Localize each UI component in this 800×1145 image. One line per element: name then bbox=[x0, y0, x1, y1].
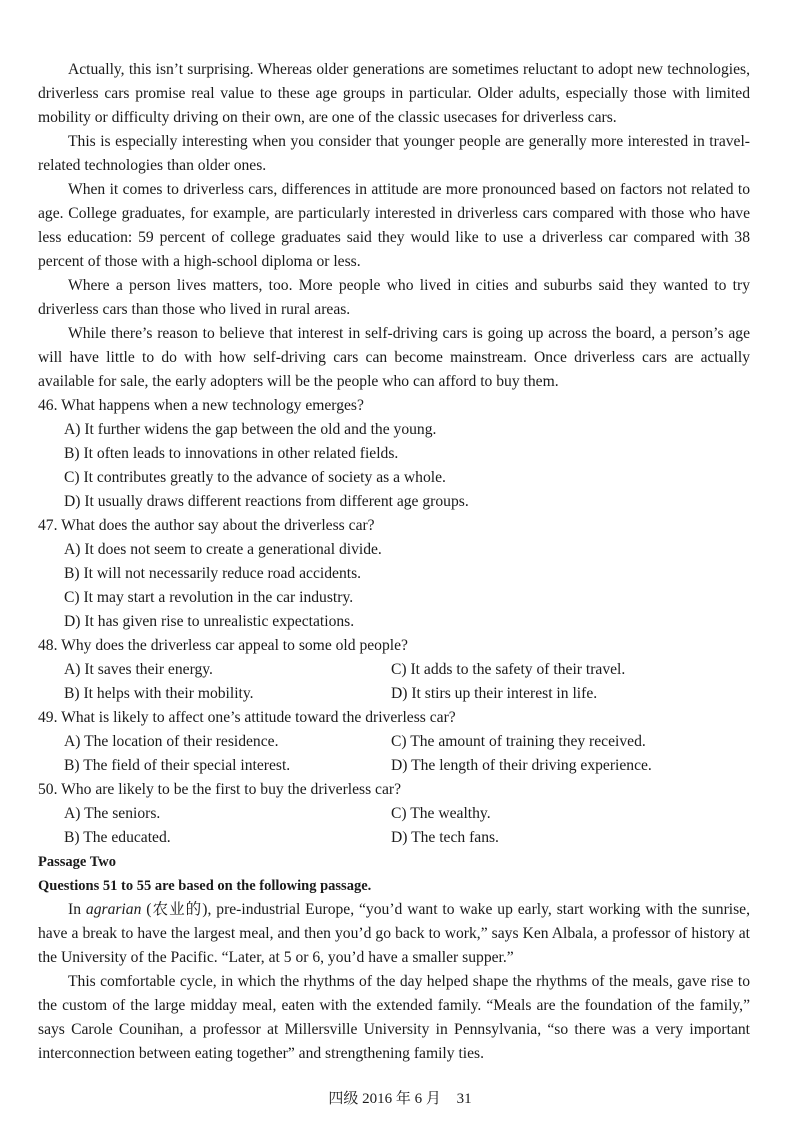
question-47-option-c[interactable]: C) It may start a revolution in the car industry. bbox=[64, 589, 354, 606]
question-46-option-c[interactable]: C) It contributes greatly to the advance of society as a whole. bbox=[64, 469, 446, 486]
question-46-option-b[interactable]: B) It often leads to innovations in other related fields. bbox=[64, 445, 399, 462]
agrarian-term: agrarian bbox=[85, 901, 142, 918]
question-48-row-2 bbox=[38, 682, 750, 706]
question-50-option-c[interactable]: C) The wealthy. bbox=[391, 805, 491, 822]
page-footer bbox=[0, 1087, 800, 1108]
question-50-option-a[interactable]: A) The seniors. bbox=[64, 805, 161, 822]
question-49-option-d[interactable]: D) The length of their driving experience. bbox=[391, 757, 652, 774]
question-48 bbox=[38, 634, 750, 706]
question-48-option-d[interactable]: D) It stirs up their interest in life. bbox=[391, 685, 598, 702]
question-50-option-b[interactable]: B) The educated. bbox=[64, 829, 171, 846]
passage-two-instruction: Questions 51 to 55 are based on the following passage. bbox=[38, 878, 372, 894]
paragraph-older-generations: Actually, this isn’t surprising. Whereas older generations are sometimes reluctant to adopt new technologies, driverless cars promise real value to these age groups in particular. Older adults, especially those with limited mobility or difficulty driving on their own, are one of the classic usecases for driverless cars. bbox=[38, 61, 750, 126]
question-49-option-c[interactable]: C) The amount of training they received. bbox=[391, 733, 646, 750]
question-46-option-a[interactable]: A) It further widens the gap between the old and the young. bbox=[64, 421, 437, 438]
question-48-option-a[interactable]: A) It saves their energy. bbox=[64, 661, 213, 678]
paragraph-comfortable-cycle: This comfortable cycle, in which the rhythms of the day helped shape the rhythms of the meals, gave rise to the custom of the large midday meal, eaten with the extended family. “Meals are the foundation of the family,” says Carole Counihan, a professor at Millersville University in Pennsylvania, “so there was a very important interconnection between eating together” and strengthening family ties. bbox=[38, 973, 750, 1062]
paragraph-location-factor: Where a person lives matters, too. More people who lived in cities and suburbs said they wanted to try driverless cars than those who lived in rural areas. bbox=[38, 277, 750, 318]
question-50-stem: 50. Who are likely to be the first to buy the driverless car? bbox=[38, 781, 402, 798]
question-48-stem: 48. Why does the driverless car appeal to some old people? bbox=[38, 637, 408, 654]
agrarian-prefix: In bbox=[68, 901, 86, 918]
question-47-option-a[interactable]: A) It does not seem to create a generational divide. bbox=[64, 541, 382, 558]
question-49-option-a[interactable]: A) The location of their residence. bbox=[64, 733, 279, 750]
question-47-option-b[interactable]: B) It will not necessarily reduce road accidents. bbox=[64, 565, 362, 582]
question-48-option-b[interactable]: B) It helps with their mobility. bbox=[64, 685, 254, 702]
question-47-option-d[interactable]: D) It has given rise to unrealistic expectations. bbox=[64, 613, 355, 630]
page-number: 31 bbox=[456, 1091, 472, 1107]
question-46 bbox=[38, 394, 750, 514]
agrarian-rest: (农业的), pre-industrial Europe, “you’d want to wake up early, start working with the sunrise, have a break to have the largest meal, and then you’d go back to work,” says Ken Albala, a professor of history at the University of the Pacific. “Later, at 5 or 6, you’d have a smaller supper.” bbox=[38, 901, 751, 966]
paragraph-early-adopters: While there’s reason to believe that interest in self-driving cars is going up across the board, a person’s age will have little to do with how self-driving cars can become mainstream. Once driverless cars are actually available for sale, the early adopters will be the people who can afford to buy them. bbox=[38, 325, 750, 390]
question-49-stem: 49. What is likely to affect one’s attitude toward the driverless car? bbox=[38, 709, 456, 726]
exam-label: 四级 2016 年 6 月 bbox=[328, 1091, 441, 1107]
page-content bbox=[38, 58, 750, 1066]
question-50-row-2 bbox=[38, 826, 750, 850]
question-48-row-1 bbox=[38, 658, 750, 682]
question-47 bbox=[38, 514, 750, 634]
passage-two-title: Passage Two bbox=[38, 854, 117, 870]
question-47-stem: 47. What does the author say about the driverless car? bbox=[38, 517, 375, 534]
question-49 bbox=[38, 706, 750, 778]
question-46-stem: 46. What happens when a new technology emerges? bbox=[38, 397, 364, 414]
question-50-row-1 bbox=[38, 802, 750, 826]
question-49-row-1 bbox=[38, 730, 750, 754]
question-50-option-d[interactable]: D) The tech fans. bbox=[391, 829, 499, 846]
question-48-option-c[interactable]: C) It adds to the safety of their travel. bbox=[391, 661, 626, 678]
paragraph-education-factor: When it comes to driverless cars, differences in attitude are more pronounced based on factors not related to age. College graduates, for example, are particularly interested in driverless cars compared with those who have less education: 59 percent of college graduates said they would like to use a driverless car compared with 38 percent of those with a high-school diploma or less. bbox=[38, 181, 750, 270]
question-50 bbox=[38, 778, 750, 850]
question-46-option-d[interactable]: D) It usually draws different reactions from different age groups. bbox=[64, 493, 469, 510]
question-49-row-2 bbox=[38, 754, 750, 778]
question-49-option-b[interactable]: B) The field of their special interest. bbox=[64, 757, 291, 774]
paragraph-agrarian-europe bbox=[38, 898, 750, 970]
paragraph-younger-people: This is especially interesting when you consider that younger people are generally more interested in travel-related technologies than older ones. bbox=[38, 133, 750, 174]
